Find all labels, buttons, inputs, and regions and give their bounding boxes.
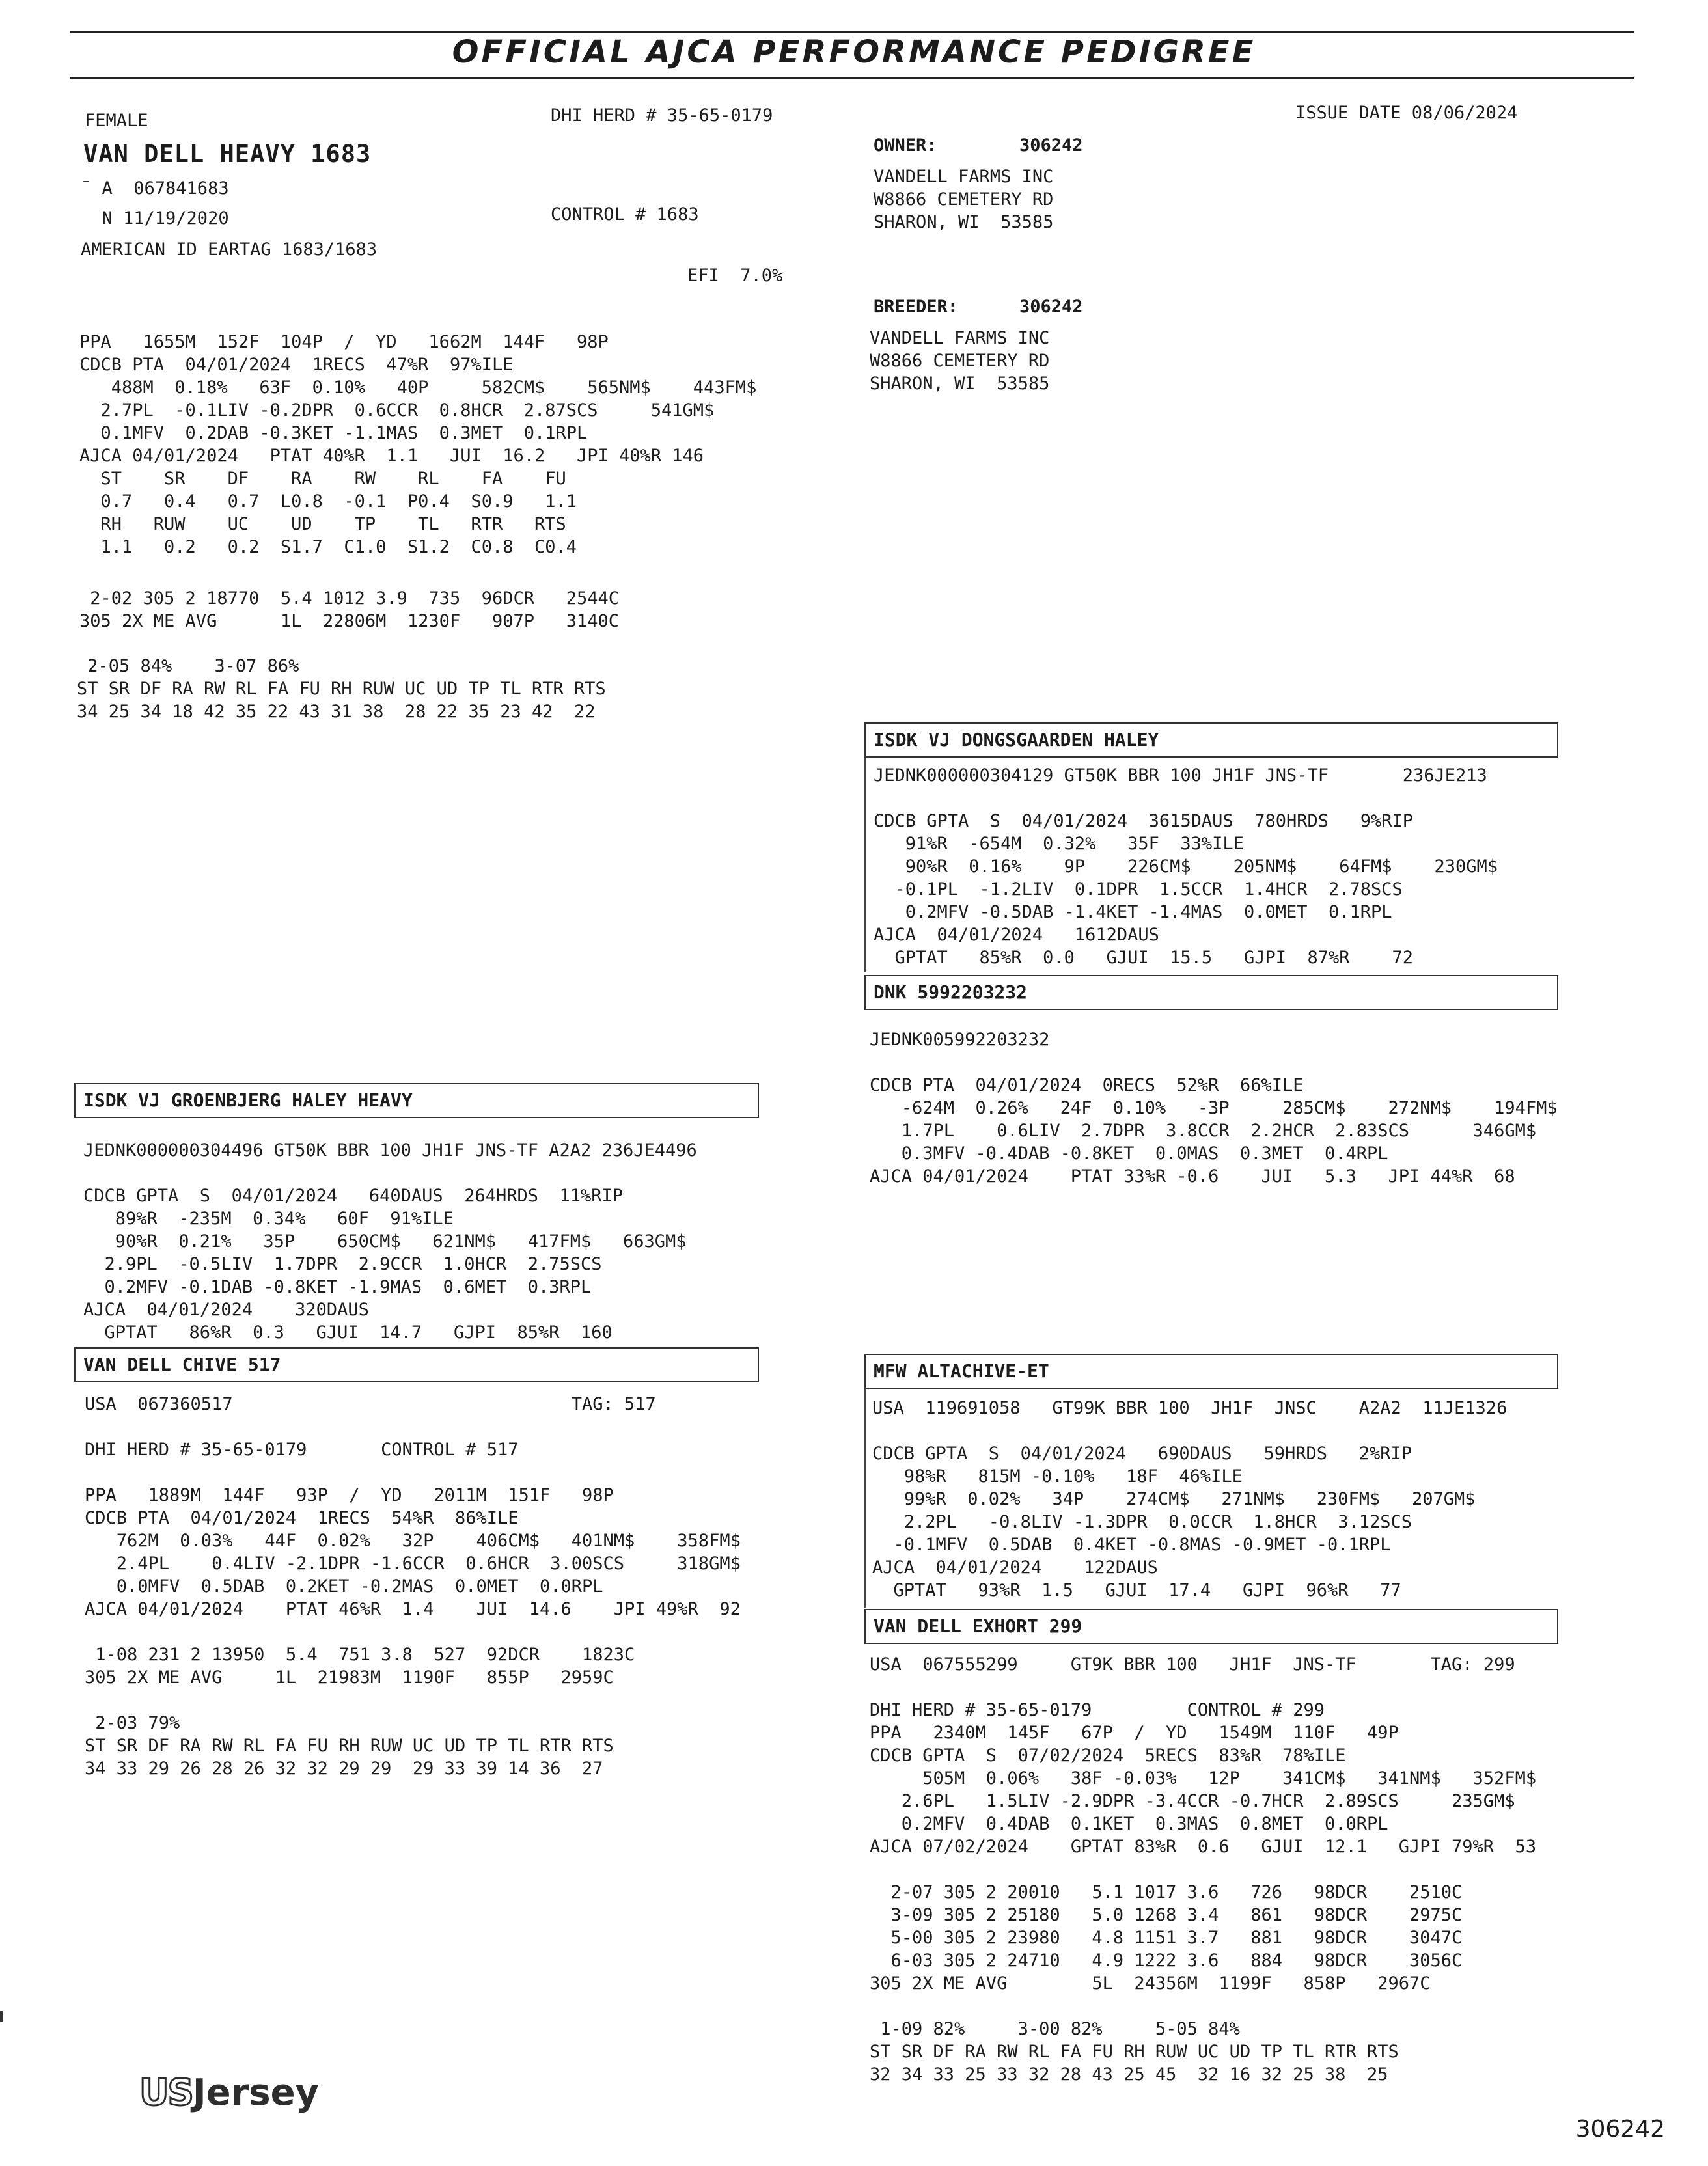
usjersey-logo <box>139 2074 319 2113</box>
sire-dam-name: DNK 5992203232 <box>864 975 1558 1010</box>
sire-dam-details: JEDNK005992203232 CDCB PTA 04/01/2024 0RECS 52%R 66%ILE -624M 0.26% 24F 0.10% -3P 285CM$ 272NM$ 194FM$ 1.7PL 0.6LIV 2.7DPR 3.8CCR 2.2HCR 2.83SCS 346GM$ 0.3MFV -0.4DAB -0.8KET 0.0MAS 0.3MET 0.4RPL AJCA 04/01/2024 PTAT 33%R -0.6 JUI 5.3 JPI 44%R 68 <box>870 1030 1558 1186</box>
animal-evaluation: PPA 1655M 152F 104P / YD 1662M 144F 98P CDCB PTA 04/01/2024 1RECS 47%R 97%ILE 488M 0.18% 63F 0.10% 40P 582CM$ 565NM$ 443FM$ 2.7PL -0.1LIV -0.2DPR 0.6CCR 0.8HCR 2.87SCS 541GM$ 0.1MFV 0.2DAB -0.3KET -1.1MAS 0.3MET 0.1RPL AJCA 04/01/2024 PTAT 40%R 1.1 JUI 16.2 JPI 40%R 146 ST SR DF RA RW RL FA FU 0.7 0.4 0.7 L0.8 -0.1 P0.4 S0.9 1.1 RH RUW UC UD TP TL RTR RTS 1.1 0.2 0.2 S1.7 C1.0 S1.2 C0.8 C0.4 <box>79 332 757 557</box>
animal-classification: 2-05 84% 3-07 86% ST SR DF RA RW RL FA FU RH RUW UC UD TP TL RTR RTS 34 25 34 18 42 35 22 43 31 38 28 22 35 23 42 22 <box>77 656 606 722</box>
dam-sire-bracket <box>864 1389 866 1608</box>
sire-details: JEDNK000000304496 GT50K BBR 100 JH1F JNS-TF A2A2 236JE4496 CDCB GPTA S 04/01/2024 640DAUS 264HRDS 11%RIP 89%R -235M 0.34% 60F 91%ILE 90%R 0.21% 35P 650CM$ 621NM$ 417FM$ 663GM$ 2.9PL -0.5LIV 1.7DPR 2.9CCR 1.0HCR 2.75SCS 0.2MFV -0.1DAB -0.8KET -1.9MAS 0.6MET 0.3RPL AJCA 04/01/2024 320DAUS GPTAT 86%R 0.3 GJUI 14.7 GJPI 85%R 160 <box>83 1140 697 1343</box>
document-title: OFFICIAL AJCA PERFORMANCE PEDIGREE <box>452 34 1256 70</box>
animal-sex: FEMALE <box>85 111 148 131</box>
owner-address: VANDELL FARMS INC W8866 CEMETERY RD SHARON, WI 53585 <box>874 167 1054 232</box>
birth-date: N 11/19/2020 <box>81 208 229 228</box>
dam-sire-name: MFW ALTACHIVE-ET <box>864 1354 1558 1389</box>
control-number: CONTROL # 1683 <box>551 204 699 225</box>
logo-prefix: US <box>139 2072 193 2114</box>
title-underline <box>70 77 1634 79</box>
animal-name: VAN DELL HEAVY 1683 <box>83 140 372 168</box>
registration-number: ̄ A 067841683 <box>81 178 229 199</box>
logo-word: Jersey <box>192 2072 320 2114</box>
dam-dam-name: VAN DELL EXHORT 299 <box>864 1609 1558 1644</box>
issue-date: ISSUE DATE 08/06/2024 <box>1295 103 1518 123</box>
dam-dam-details: USA 067555299 GT9K BBR 100 JH1F JNS-TF TAG: 299 DHI HERD # 35-65-0179 CONTROL # 299 PPA 2340M 145F 67P / YD 1549M 110F 49P CDCB GPTA S 07/02/2024 5RECS 83%R 78%ILE 505M 0.06% 38F -0.03% 12P 341CM$ 341NM$ 352FM$ 2.6PL 1.5LIV -2.9DPR -3.4CCR -0.7HCR 2.89SCS 235GM$ 0.2MFV 0.4DAB 0.1KET 0.3MAS 0.8MET 0.0RPL AJCA 07/02/2024 GPTAT 83%R 0.6 GJUI 12.1 GJPI 79%R 53 2-07 305 2 20010 5.1 1017 3.6 726 98DCR 2510C 3-09 305 2 25180 5.0 1268 3.4 861 98DCR 2975C 5-00 305 2 23980 4.8 1151 3.7 881 98DCR 3047C 6-03 305 2 24710 4.9 1222 3.6 884 98DCR 3056C 305 2X ME AVG 5L 24356M 1199F 858P 2967C 1-09 82% 3-00 82% 5-05 84% ST SR DF RA RW RL FA FU RH RUW UC UD TP TL RTR RTS 32 34 33 25 33 32 28 43 25 45 32 16 32 25 38 25 <box>870 1654 1537 2085</box>
page-id: 306242 <box>1575 2116 1665 2143</box>
sire-sire-details: JEDNK000000304129 GT50K BBR 100 JH1F JNS-TF 236JE213 CDCB GPTA S 04/01/2024 3615DAUS 780HRDS 9%RIP 91%R -654M 0.32% 35F 33%ILE 90%R 0.16% 9P 226CM$ 205NM$ 64FM$ 230GM$ -0.1PL -1.2LIV 0.1DPR 1.5CCR 1.4HCR 2.78SCS 0.2MFV -0.5DAB -1.4KET -1.4MAS 0.0MET 0.1RPL AJCA 04/01/2024 1612DAUS GPTAT 85%R 0.0 GJUI 15.5 GJPI 87%R 72 <box>874 765 1498 968</box>
margin-mark <box>0 2011 3 2022</box>
breeder-number: 306242 <box>1019 297 1083 317</box>
owner-label: OWNER: <box>874 135 937 156</box>
sire-sire-name: ISDK VJ DONGSGAARDEN HALEY <box>864 722 1558 758</box>
dam-sire-details: USA 119691058 GT99K BBR 100 JH1F JNSC A2A2 11JE1326 CDCB GPTA S 04/01/2024 690DAUS 59HRDS 2%RIP 98%R 815M -0.10% 18F 46%ILE 99%R 0.02% 34P 274CM$ 271NM$ 230FM$ 207GM$ 2.2PL -0.8LIV -1.3DPR 0.0CCR 1.8HCR 3.12SCS -0.1MFV 0.5DAB 0.4KET -0.8MAS -0.9MET -0.1RPL AJCA 04/01/2024 122DAUS GPTAT 93%R 1.5 GJUI 17.4 GJPI 96%R 77 <box>872 1398 1508 1600</box>
breeder-address: VANDELL FARMS INC W8866 CEMETERY RD SHARON, WI 53585 <box>870 328 1050 394</box>
sire-sire-bracket <box>864 758 866 972</box>
dam-details: USA 067360517 TAG: 517 DHI HERD # 35-65-0179 CONTROL # 517 PPA 1889M 144F 93P / YD 2011M 151F 98P CDCB PTA 04/01/2024 1RECS 54%R 86%ILE 762M 0.03% 44F 0.02% 32P 406CM$ 401NM$ 358FM$ 2.4PL 0.4LIV -2.1DPR -1.6CCR 0.6HCR 3.00SCS 318GM$ 0.0MFV 0.5DAB 0.2KET -0.2MAS 0.0MET 0.0RPL AJCA 04/01/2024 PTAT 46%R 1.4 JUI 14.6 JPI 49%R 92 1-08 231 2 13950 5.4 751 3.8 527 92DCR 1823C 305 2X ME AVG 1L 21983M 1190F 855P 2959C 2-03 79% ST SR DF RA RW RL FA FU RH RUW UC UD TP TL RTR RTS 34 33 29 26 28 26 32 32 29 29 29 33 39 14 36 27 <box>85 1394 741 1779</box>
american-id: AMERICAN ID EARTAG 1683/1683 <box>81 240 378 260</box>
owner-number: 306242 <box>1019 135 1083 156</box>
animal-lactation-records: 2-02 305 2 18770 5.4 1012 3.9 735 96DCR 2544C 305 2X ME AVG 1L 22806M 1230F 907P 3140C <box>79 588 620 631</box>
dam-name: VAN DELL CHIVE 517 <box>74 1347 759 1382</box>
sire-name: ISDK VJ GROENBJERG HALEY HEAVY <box>74 1083 759 1118</box>
efi-value: EFI 7.0% <box>687 266 783 286</box>
breeder-label: BREEDER: <box>874 297 959 317</box>
dhi-herd-number: DHI HERD # 35-65-0179 <box>551 105 773 126</box>
